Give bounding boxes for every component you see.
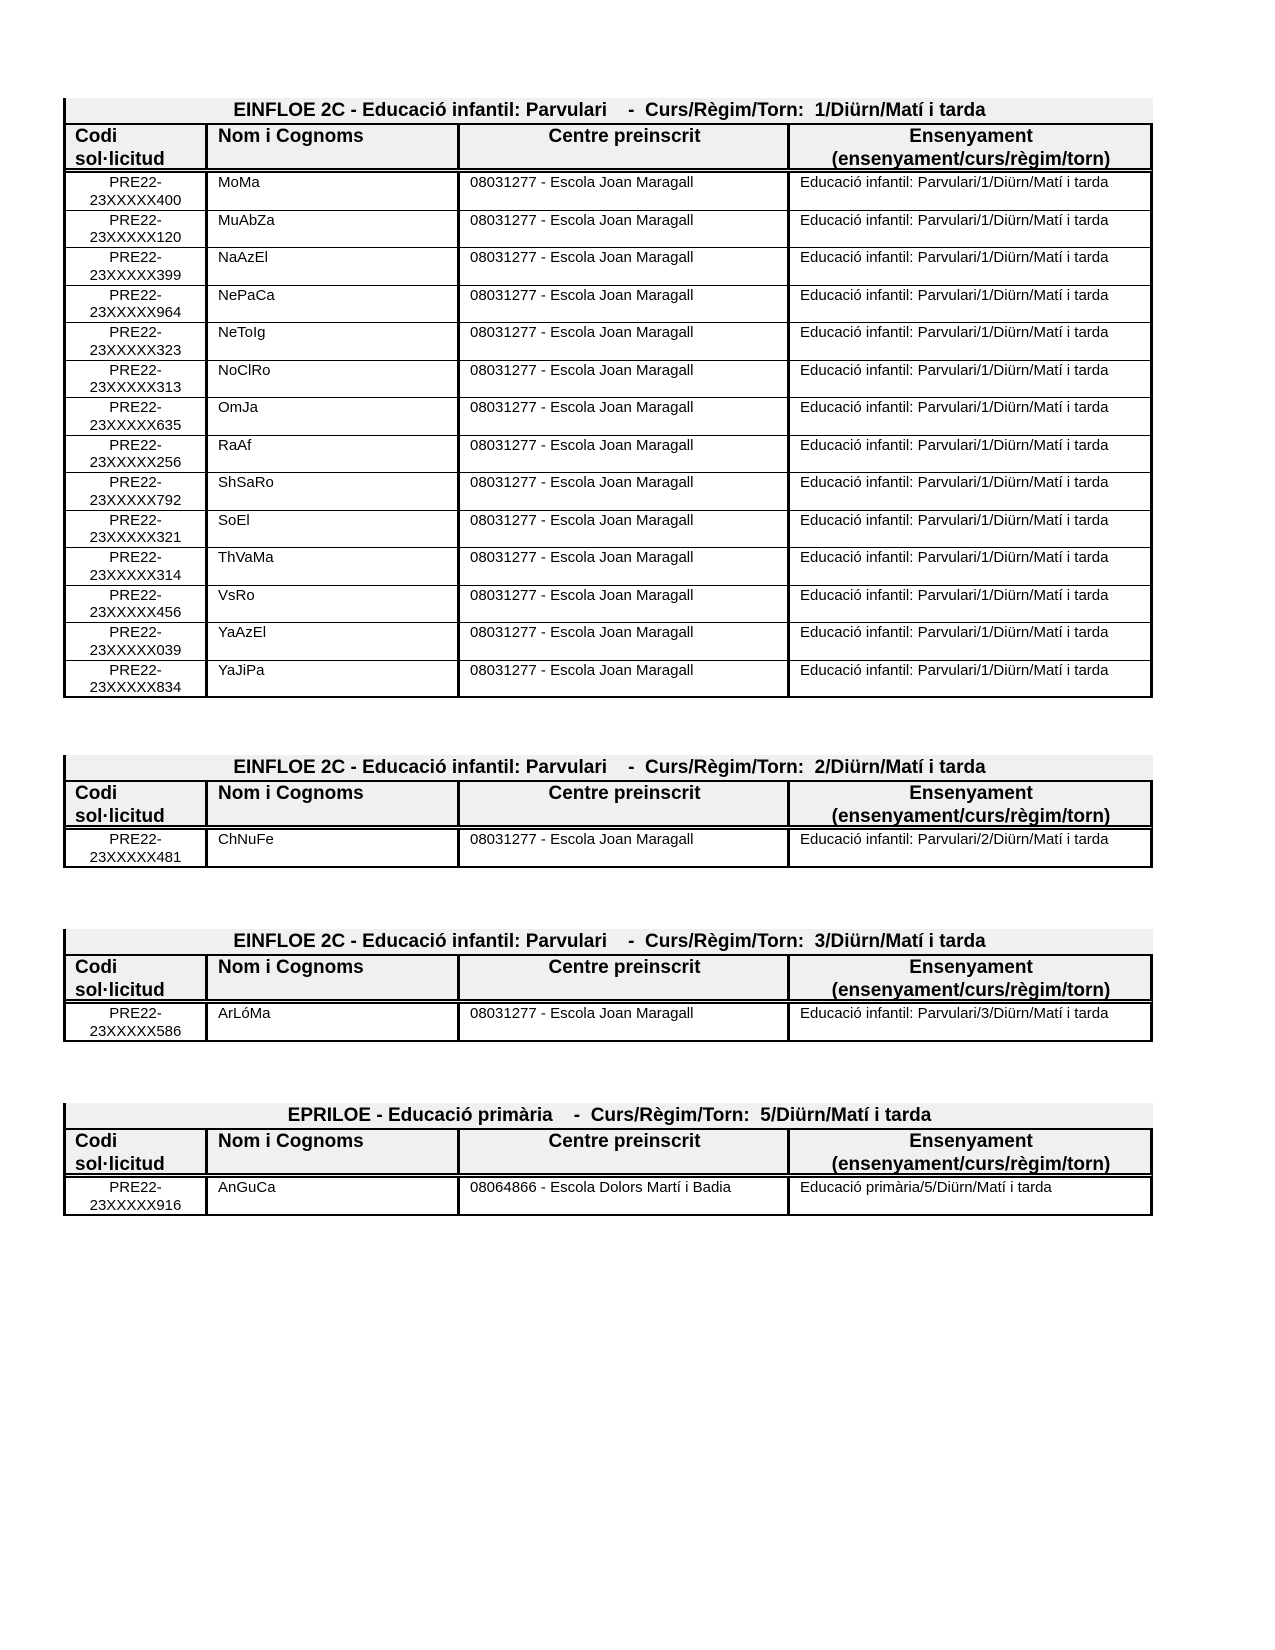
table-title: EINFLOE 2C - Educació infantil: Parvulari - Curs/Règim/Torn: 2/Diürn/Matí i tarda: [66, 755, 1153, 782]
cell-ensenyament: Educació infantil: Parvulari/1/Diürn/Matí i tarda: [800, 586, 1109, 604]
column-header-ensenyament: [790, 782, 1150, 825]
header-codi-line1: Codi: [75, 1131, 118, 1152]
cell-nom: MoMa: [208, 173, 460, 210]
cell-codi: PRE22-23XXXXX916: [66, 1178, 208, 1214]
cell-ensenyament: Educació infantil: Parvulari/1/Diürn/Matí i tarda: [800, 361, 1109, 379]
cell-codi: PRE22-23XXXXX314: [66, 548, 208, 585]
cell-codi: PRE22-23XXXXX834: [66, 661, 208, 697]
table-row: [66, 211, 1153, 249]
cell-centre: 08031277 - Escola Joan Maragall: [460, 361, 790, 398]
column-header-codi: [66, 1130, 208, 1173]
header-codi-line2: sol·licitud: [75, 980, 165, 999]
cell-nom: MuAbZa: [208, 211, 460, 248]
header-codi-line2: sol·licitud: [75, 1154, 165, 1173]
header-ens-line1: Ensenyament: [909, 783, 1033, 804]
table-row: [66, 398, 1153, 436]
header-ens-line1: Ensenyament: [909, 1131, 1033, 1152]
cell-ensenyament: Educació infantil: Parvulari/1/Diürn/Matí i tarda: [800, 474, 1109, 491]
table-row: [66, 361, 1153, 399]
table-row: [66, 586, 1153, 624]
header-codi-line2: sol·licitud: [75, 806, 165, 825]
table-row: [66, 623, 1153, 661]
column-header-centre: Centre preinscrit: [460, 956, 790, 999]
cell-ensenyament: Educació infantil: Parvulari/1/Diürn/Matí i tarda: [800, 624, 1109, 641]
column-header-codi: [66, 956, 208, 999]
table-title: EINFLOE 2C - Educació infantil: Parvulari - Curs/Règim/Torn: 3/Diürn/Matí i tarda: [66, 929, 1153, 956]
table-header-row: [66, 782, 1153, 830]
cell-centre: 08031277 - Escola Joan Maragall: [460, 586, 790, 623]
header-codi-line1: Codi: [75, 126, 118, 147]
cell-codi: PRE22-23XXXXX792: [66, 473, 208, 510]
table-row: [66, 286, 1153, 324]
cell-codi: PRE22-23XXXXX256: [66, 436, 208, 473]
enrollment-table: [63, 1103, 1153, 1216]
table-row: [66, 323, 1153, 361]
table-row: [66, 511, 1153, 549]
enrollment-table: [63, 98, 1153, 698]
cell-nom: ShSaRo: [208, 473, 460, 510]
column-header-ensenyament: [790, 125, 1150, 168]
cell-ensenyament: Educació infantil: Parvulari/1/Diürn/Matí i tarda: [800, 399, 1109, 416]
table-row: [66, 830, 1153, 868]
cell-codi: PRE22-23XXXXX456: [66, 586, 208, 623]
header-codi-line1: Codi: [75, 957, 118, 978]
cell-codi: PRE22-23XXXXX400: [66, 173, 208, 210]
header-codi-line2: sol·licitud: [75, 149, 165, 168]
cell-codi: PRE22-23XXXXX399: [66, 248, 208, 285]
cell-nom: SoEl: [208, 511, 460, 548]
cell-nom: OmJa: [208, 398, 460, 435]
table-row: [66, 661, 1153, 699]
table-row: [66, 473, 1153, 511]
table-title: EINFLOE 2C - Educació infantil: Parvulari - Curs/Règim/Torn: 1/Diürn/Matí i tarda: [66, 98, 1153, 125]
column-header-codi: [66, 782, 208, 825]
cell-codi: PRE22-23XXXXX321: [66, 511, 208, 548]
cell-nom: RaAf: [208, 436, 460, 473]
column-header-nom: Nom i Cognoms: [208, 125, 460, 168]
cell-ensenyament: Educació infantil: Parvulari/1/Diürn/Matí i tarda: [800, 249, 1109, 266]
cell-codi: PRE22-23XXXXX323: [66, 323, 208, 360]
cell-nom: AnGuCa: [208, 1178, 460, 1214]
cell-nom: ArLóMa: [208, 1004, 460, 1040]
cell-codi: PRE22-23XXXXX964: [66, 286, 208, 323]
cell-ensenyament: Educació infantil: Parvulari/1/Diürn/Matí i tarda: [800, 511, 1109, 529]
table-title: EPRILOE - Educació primària - Curs/Règim/Torn: 5/Diürn/Matí i tarda: [66, 1103, 1153, 1130]
table-header-row: [66, 956, 1153, 1004]
cell-centre: 08031277 - Escola Joan Maragall: [460, 1004, 790, 1040]
cell-nom: YaJiPa: [208, 661, 460, 697]
cell-centre: 08031277 - Escola Joan Maragall: [460, 436, 790, 473]
column-header-centre: Centre preinscrit: [460, 125, 790, 168]
cell-codi: PRE22-23XXXXX586: [66, 1004, 208, 1040]
cell-centre: 08064866 - Escola Dolors Martí i Badia: [460, 1178, 790, 1214]
table-header-row: [66, 1130, 1153, 1178]
enrollment-table: [63, 755, 1153, 868]
table-row: [66, 173, 1153, 211]
cell-centre: 08031277 - Escola Joan Maragall: [460, 473, 790, 510]
header-ens-line1: Ensenyament: [909, 957, 1033, 978]
cell-centre: 08031277 - Escola Joan Maragall: [460, 548, 790, 585]
cell-centre: 08031277 - Escola Joan Maragall: [460, 211, 790, 248]
cell-centre: 08031277 - Escola Joan Maragall: [460, 398, 790, 435]
column-header-nom: Nom i Cognoms: [208, 1130, 460, 1173]
cell-ensenyament: Educació infantil: Parvulari/1/Diürn/Matí i tarda: [800, 661, 1109, 679]
cell-centre: 08031277 - Escola Joan Maragall: [460, 661, 790, 697]
cell-nom: NeToIg: [208, 323, 460, 360]
cell-ensenyament: Educació infantil: Parvulari/3/Diürn/Matí i tarda: [800, 1005, 1109, 1022]
column-header-ensenyament: [790, 1130, 1150, 1173]
header-ens-line2: (ensenyament/curs/règim/torn): [831, 980, 1111, 999]
column-header-nom: Nom i Cognoms: [208, 782, 460, 825]
table-header-row: [66, 125, 1153, 173]
cell-ensenyament: Educació infantil: Parvulari/1/Diürn/Matí i tarda: [800, 211, 1109, 229]
cell-centre: 08031277 - Escola Joan Maragall: [460, 623, 790, 660]
cell-centre: 08031277 - Escola Joan Maragall: [460, 323, 790, 360]
cell-nom: ThVaMa: [208, 548, 460, 585]
column-header-nom: Nom i Cognoms: [208, 956, 460, 999]
column-header-centre: Centre preinscrit: [460, 782, 790, 825]
cell-centre: 08031277 - Escola Joan Maragall: [460, 511, 790, 548]
column-header-ensenyament: [790, 956, 1150, 999]
cell-codi: PRE22-23XXXXX481: [66, 830, 208, 866]
table-row: [66, 436, 1153, 474]
cell-codi: PRE22-23XXXXX635: [66, 398, 208, 435]
cell-ensenyament: Educació infantil: Parvulari/1/Diürn/Matí i tarda: [800, 286, 1109, 304]
cell-ensenyament: Educació infantil: Parvulari/1/Diürn/Matí i tarda: [800, 549, 1109, 566]
cell-codi: PRE22-23XXXXX313: [66, 361, 208, 398]
header-ens-line2: (ensenyament/curs/règim/torn): [831, 1154, 1111, 1173]
cell-codi: PRE22-23XXXXX039: [66, 623, 208, 660]
cell-nom: VsRo: [208, 586, 460, 623]
header-ens-line1: Ensenyament: [909, 126, 1033, 147]
cell-codi: PRE22-23XXXXX120: [66, 211, 208, 248]
cell-ensenyament: Educació infantil: Parvulari/1/Diürn/Matí i tarda: [800, 174, 1109, 191]
column-header-centre: Centre preinscrit: [460, 1130, 790, 1173]
table-row: [66, 548, 1153, 586]
header-ens-line2: (ensenyament/curs/règim/torn): [831, 806, 1111, 825]
cell-nom: YaAzEl: [208, 623, 460, 660]
cell-centre: 08031277 - Escola Joan Maragall: [460, 173, 790, 210]
cell-ensenyament: Educació infantil: Parvulari/1/Diürn/Matí i tarda: [800, 324, 1109, 341]
cell-ensenyament: Educació infantil: Parvulari/1/Diürn/Matí i tarda: [800, 436, 1109, 454]
cell-nom: ChNuFe: [208, 830, 460, 866]
table-row: [66, 1178, 1153, 1216]
header-ens-line2: (ensenyament/curs/règim/torn): [831, 149, 1111, 168]
cell-nom: NoClRo: [208, 361, 460, 398]
cell-centre: 08031277 - Escola Joan Maragall: [460, 248, 790, 285]
cell-nom: NePaCa: [208, 286, 460, 323]
cell-centre: 08031277 - Escola Joan Maragall: [460, 286, 790, 323]
enrollment-table: [63, 929, 1153, 1042]
cell-centre: 08031277 - Escola Joan Maragall: [460, 830, 790, 866]
table-row: [66, 1004, 1153, 1042]
cell-nom: NaAzEl: [208, 248, 460, 285]
table-row: [66, 248, 1153, 286]
cell-ensenyament: Educació primària/5/Diürn/Matí i tarda: [800, 1179, 1052, 1196]
cell-ensenyament: Educació infantil: Parvulari/2/Diürn/Matí i tarda: [800, 831, 1109, 848]
header-codi-line1: Codi: [75, 783, 118, 804]
column-header-codi: [66, 125, 208, 168]
